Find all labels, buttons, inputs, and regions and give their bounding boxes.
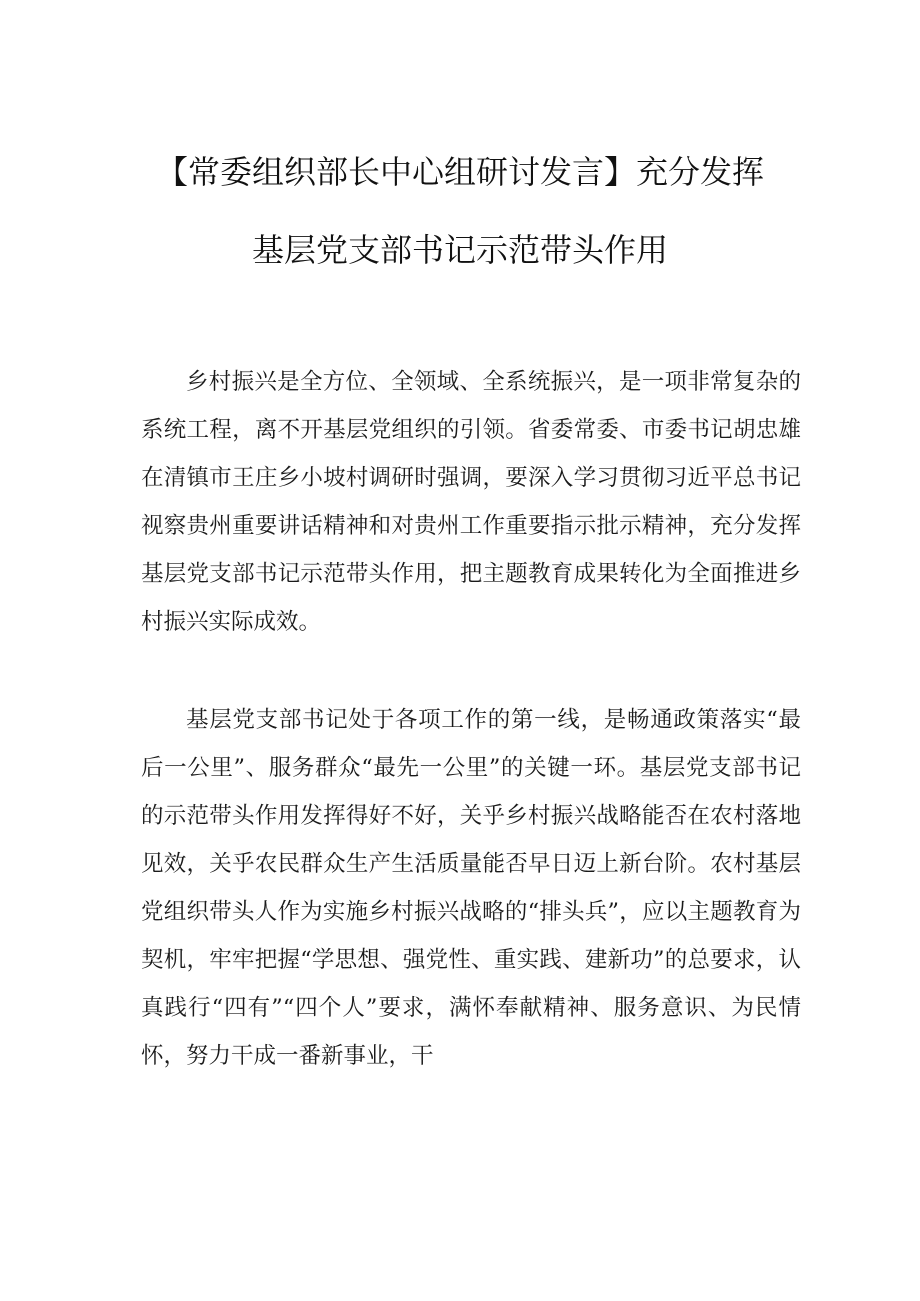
- body-paragraph-2: 基层党支部书记处于各项工作的第一线，是畅通政策落实“最后一公里”、服务群众“最先一公里”的关键一环。基层党支部书记的示范带头作用发挥得好不好，关乎乡村振兴战略能否在农村落地见效，关乎农民群众生产生活质量能否早日迈上新台阶。农村基层党组织带头人作为实施乡村振兴战略的“排头兵”，应以主题教育为契机，牢牢把握“学思想、强党性、重实践、建新功”的总要求，认真践行“四有”“四个人”要求，满怀奉献精神、服务意识、为民情怀，努力干成一番新事业，干: [141, 707, 801, 1069]
- body-paragraph-1: 乡村振兴是全方位、全领域、全系统振兴，是一项非常复杂的系统工程，离不开基层党组织的引领。省委常委、市委书记胡忠雄在清镇市王庄乡小坡村调研时强调，要深入学习贯彻习近平总书记视察贵州重要讲话精神和对贵州工作重要指示批示精神，充分发挥基层党支部书记示范带头作用，把主题教育成果转化为全面推进乡村振兴实际成效。: [141, 369, 801, 635]
- document-title-line-2: 基层党支部书记示范带头作用: [251, 231, 668, 269]
- document-title-line-1: 【常委组织部长中心组研讨发言】充分发挥: [155, 153, 764, 191]
